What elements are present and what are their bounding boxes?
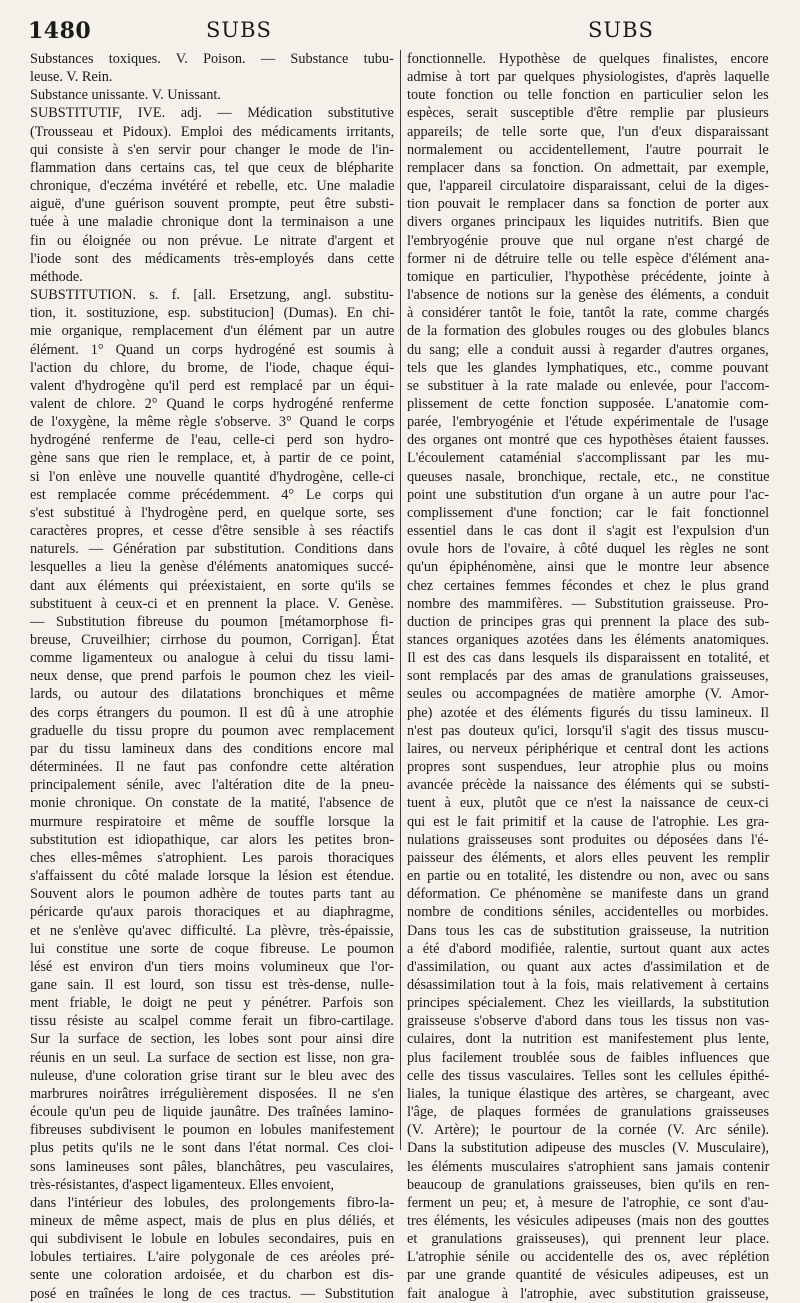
text-line: fonctionnelle. Hypothèse de quelques finalistes, encore: [407, 51, 769, 67]
text-line: Substances toxiques. V. Poison. — Substance tubu-: [30, 51, 394, 67]
text-line: duction de principes gras qui prennent la place des sub-: [407, 613, 770, 630]
text-line: posé en traînées le long de ces tractus. — Substitution: [30, 1285, 394, 1302]
text-line: par une grande quantité de vésicules adipeuses, est un: [407, 1267, 769, 1284]
text-line: complissement d'une fonction; car le fait fonctionnel: [407, 504, 770, 521]
text-line: mie organique, remplacement d'un élément par un autre: [30, 323, 395, 340]
text-line: tion pouvait le remplacer dans sa fonction de porter aux: [407, 196, 769, 213]
text-line: laires, ou nerveux périphérique et central dont les actions: [407, 740, 769, 757]
text-line: nombre de conditions séniles, accidentelles ou morbides.: [407, 904, 769, 921]
text-line: qui consiste à s'en servir pour changer le mode de l'in-: [30, 141, 395, 158]
text-line: tion, it. sostituzione, esp. substitucion] (Dumas). En chi-: [30, 305, 395, 322]
text-line: former ni de détruire telle ou telle espèce d'élément ana-: [407, 250, 770, 267]
text-line: nombre des mammifères. — Substitution graisseuse. Pro-: [407, 595, 769, 612]
text-line: tels que les glandes lymphatiques, etc., comme pouvant: [407, 359, 769, 376]
text-line: péricarde qu'aux parois thoraciques et au diaphragme,: [30, 904, 394, 921]
text-line: murmure respiratoire et même de souffle lorsque la: [30, 813, 395, 830]
text-line: admise à tort par quelques physiologistes, d'après laquelle: [407, 69, 770, 86]
text-line: si l'on enlève une nouvelle quantité d'hydrogène, celle-ci: [30, 468, 395, 485]
text-line: tres éléments, les vésicules adipeuses (mais non des gouttes: [407, 1213, 770, 1229]
column-divider: [400, 50, 401, 1150]
text-line: de l'oxygène, la même règle s'observe. 3° Quand le corps: [30, 414, 395, 431]
text-line: Substance unissante. V. Unissant.: [30, 87, 221, 104]
text-line: n'est pas douteux qu'ici, lorsqu'il s'agit des tissus muscu-: [407, 722, 769, 739]
text-line: plissement de cette fonction supposée. L'anatomie com-: [407, 395, 769, 412]
text-line: s'est substitué à l'hydrogène perd, en quelque sorte, ses: [30, 504, 395, 521]
text-line: ment friable, le doigt ne peut y pénétrer. Parfois son: [30, 995, 394, 1012]
text-line: chez certaines femmes fécondes et chez le plus grand: [407, 577, 769, 594]
text-line: aiguë, d'une guérison souvent prompte, peut être substi-: [30, 196, 395, 213]
text-line: lards, ou autour des dilatations bronchiques et même: [30, 686, 394, 703]
text-line: flammation dans certains cas, tel que ceux de blépharite: [30, 159, 394, 176]
text-line: naturels. — Génération par substitution. Conditions dans: [30, 541, 394, 558]
text-line: stances organiques azotées dans les éléments anatomiques.: [407, 632, 769, 648]
text-line: mineux de même aspect, mais de plus en plus déliés, et: [30, 1213, 395, 1229]
text-line: queuses nasale, bronchique, rectale, etc., ne constitue: [407, 468, 770, 485]
text-line: Dans la substitution adipeuse des muscles (V. Musculaire),: [407, 1140, 770, 1157]
text-line: comme ligamenteux ou analogue à celui du tissu lami-: [30, 650, 395, 667]
text-line: normalement ou accidentellement, l'autre pourrait le: [407, 141, 769, 158]
text-line: des organes ont montré que ces hypothèses étaient fausses.: [407, 432, 770, 449]
page-number: 1480: [28, 18, 92, 44]
page-header: [28, 18, 772, 48]
text-line: sont remplacés par des amas de granulations graisseuses,: [407, 668, 769, 685]
text-line: nuleuse, d'une coloration grise tirant sur le bleu avec des: [30, 1067, 395, 1084]
text-line: du sang; elle a conduit aussi à regarder d'autres organes,: [407, 341, 769, 358]
text-line: appareils; de telle sorte que, l'un d'eux disparaissant: [407, 123, 769, 140]
text-line: lui constitue une sorte de coque fibreuse. Le poumon: [30, 940, 394, 957]
text-line: caractères propres, et cesse d'être sensible à ses réactifs: [30, 523, 394, 540]
text-line: leuse. V. Rein.: [30, 69, 113, 86]
text-line: L'atrophie sénile ou accidentelle des os, avec réplétion: [407, 1249, 770, 1266]
text-line: l'action du chlore, du brome, de l'iode, chaque équi-: [30, 359, 395, 376]
text-line: culaires, dont la nutrition est manifestement plus lente,: [407, 1031, 770, 1048]
text-line: réunis en un seul. La surface de section est lisse, non gra-: [30, 1049, 395, 1066]
text-line: SUBSTITUTION. s. f. [all. Ersetzung, angl. substitu-: [30, 287, 394, 304]
text-line: lobules tertiaires. L'aire polygonale de ces aréoles pré-: [30, 1249, 395, 1266]
text-line: paisseur des éléments, et alors elles peuvent les remplir: [407, 849, 770, 866]
text-line: plus facilement troublée sous de faibles influences que: [407, 1049, 770, 1066]
text-line: substitution est idiopathique, car alors les petites bron-: [30, 831, 395, 848]
text-line: point une substitution d'un organe à un autre pour l'ac-: [407, 486, 770, 503]
text-line: hydrogéné renferme de l'eau, celle-ci perd son hydro-: [30, 432, 394, 449]
text-line: chronique, d'eczéma invétéré et rebelle, etc. Une maladie: [30, 178, 395, 195]
text-line: gane sain. Il est lourd, son tissu est très-dense, nulle-: [30, 976, 394, 993]
text-line: déformation. Ce phénomène se manifeste dans un grand: [407, 886, 769, 903]
text-line: ferment un peu; et, à mesure de l'atrophie, ce sont d'au-: [407, 1194, 769, 1211]
text-line: Il est des cas dans lesquels ils disparaissent en totalité, et: [407, 650, 770, 667]
text-line: phe) azotée et des éléments figurés du tissu lamineux. Il: [407, 704, 770, 721]
text-line: tomique en particulier, l'hypothèse précédente, jointe à: [407, 268, 770, 285]
text-line: et granulations graisseuses), qui prennent leur place.: [407, 1231, 770, 1248]
running-head-left: SUBS: [206, 18, 272, 42]
text-line: déterminées. Il ne faut pas confondre cette altération: [30, 759, 395, 776]
text-line: plus petits qu'ils ne le sont dans l'état normal. Ces cloi-: [30, 1140, 394, 1157]
text-line: a été d'abord modifiée, ralentie, surtout quant aux actes: [407, 940, 770, 957]
text-line: et ne s'enlève qu'avec difficulté. La plèvre, très-épaissie,: [30, 922, 394, 939]
text-line: Sur la surface de section, les lobes sont pour ainsi dire: [30, 1031, 395, 1048]
text-line: SUBSTITUTIF, IVE. adj. — Médication substitutive: [30, 105, 394, 122]
text-line: tissu résiste au scalpel comme ferait un fibro-cartilage.: [30, 1013, 394, 1030]
text-line: élément. 1° Quand un corps hydrogéné est soumis à: [30, 341, 394, 358]
text-line: valent de chlore. 2° Quand le corps hydrogéné renferme: [30, 395, 394, 412]
text-line: avancée précède la naissance des éléments qui se substi-: [407, 777, 770, 794]
text-line: méthode.: [30, 268, 83, 285]
text-line: valent d'hydrogène qu'il perd est remplacé par un équi-: [30, 377, 395, 394]
text-line: en partie ou en totalité, les distendre ou non, avec ou sans: [407, 868, 770, 885]
text-line: Dans tous les cas de substitution graisseuse, la nutrition: [407, 922, 770, 939]
text-line: les éléments musculaires s'atrophient sans jamais contenir: [407, 1158, 770, 1175]
text-line: — Substitution fibreuse du poumon [métamorphose fi-: [30, 613, 394, 630]
text-line: très-résistantes, d'aspect ligamenteux. Elles envoient,: [30, 1176, 334, 1193]
text-line: substituent à ceux-ci et en prennent la place. V. Genèse.: [30, 595, 394, 612]
left-text-column: [30, 50, 395, 1302]
text-line: (V. Artère); le pourtour de la cornée (V. Arc sénile).: [407, 1122, 770, 1139]
text-line: qu'un épiphénomène, ainsi que le montre leur absence: [407, 559, 770, 576]
text-line: graduelle du tissu propre du poumon avec remplacement: [30, 722, 395, 739]
text-line: seules ou accompagnées de matière amorphe (V. Amor-: [407, 686, 769, 703]
text-line: l'embryogénie prouve que nul organe n'est chargé de: [407, 232, 770, 249]
text-line: lésé est environ d'un tiers moins volumineux que l'or-: [30, 958, 394, 975]
text-line: L'écoulement cataménial s'accomplissant par les mu-: [407, 450, 770, 467]
text-line: l'iode sont des médicaments très-employés dans cette: [30, 250, 395, 267]
text-line: Souvent alors le poumon adhère de toutes parts tant au: [30, 886, 395, 903]
text-line: essentiel dans le cas dont il s'agit est l'expulsion d'un: [407, 523, 770, 540]
text-line: des corps étrangers du poumon. Il est dû à une atrophie: [30, 704, 394, 721]
text-line: s'affaissent du côté malade lorsque la lésion est étendue.: [30, 868, 395, 885]
text-line: fait analogue à l'atrophie, avec substitution graisseuse,: [407, 1285, 769, 1302]
text-line: lesquelles a lieu la genèse d'éléments anatomiques succé-: [30, 559, 394, 576]
text-line: dans l'intérieur des lobules, des prolongements fibro-la-: [30, 1194, 395, 1211]
text-line: monie chronique. On constate de la matité, l'absence de: [30, 795, 394, 812]
text-line: tuée à une maladie chronique dont la terminaison a une: [30, 214, 394, 231]
text-line: de la formation des globules rouges ou des globules blancs: [407, 323, 770, 340]
text-line: nulations graisseuses sont produites ou déposées dans l'é-: [407, 831, 769, 848]
text-line: graisseuse s'observe d'abord dans tous les tissus non vas-: [407, 1013, 770, 1030]
text-line: que, l'appareil circulatoire disparaissant, celui de la diges-: [407, 178, 769, 195]
text-line: sente une coloration ardoisée, et du charbon est dis-: [30, 1267, 394, 1284]
text-line: celle des tissus vasculaires. Telles sont les cellules épithé-: [407, 1067, 770, 1084]
text-line: principes spécialement. Chez les vieillards, la substitution: [407, 995, 770, 1012]
text-line: l'âge, de plaques formées de granulations graisseuses: [407, 1104, 770, 1121]
text-line: fibreuses subdivisent le poumon en lobules manifestement: [30, 1122, 395, 1139]
text-line: remplacer dans sa fonction. On admettait, par exemple,: [407, 159, 769, 176]
text-line: principalement sénile, avec l'altération dite de la pneu-: [30, 777, 395, 794]
text-line: ovule hors de l'ovaire, à côté duquel les règles ne sont: [407, 541, 769, 558]
text-line: propres sont suspendues, leur atrophie plus ou moins: [407, 759, 769, 776]
text-line: sons lamineuses sont pâles, blanchâtres, peu vasculaires,: [30, 1158, 394, 1175]
right-text-column: [407, 50, 770, 1302]
text-line: l'absence de notions sur la genèse des éléments, a conduit: [407, 287, 769, 304]
text-line: dant aux éléments qui préexistaient, en sorte qu'ils se: [30, 577, 395, 594]
text-line: divers organes principaux les liquides nutritifs. Bien que: [407, 214, 769, 231]
text-line: écoule qu'un peu de liquide jaunâtre. Des traînées lamino-: [30, 1104, 394, 1121]
text-line: fin ou éloignée ou non prévue. Le nitrate d'argent et: [30, 232, 395, 249]
text-line: liales, la tunique élastique des artères, se chargeant, avec: [407, 1085, 770, 1102]
text-line: espèces, serait susceptible d'être remplie par plusieurs: [407, 105, 769, 122]
text-line: se substituer à la rate malade ou enlevée, pour l'accom-: [407, 377, 770, 394]
text-line: désassimilation tout à la fois, mais relativement à certains: [407, 976, 769, 993]
text-line: d'assimilation, ou quant aux actes d'assimilation et de: [407, 958, 770, 975]
text-line: à considérer tantôt le foie, tantôt la rate, comme chargés: [407, 305, 770, 322]
text-line: toute fonction ou telle fonction en particulier selon les: [407, 87, 769, 104]
text-line: tuent à eux, plutôt que ce n'est la naissance de ceux-ci: [407, 795, 769, 812]
text-line: qui subdivisent le lobule en lobules secondaires, puis en: [30, 1231, 395, 1248]
text-line: ches elles-mêmes s'atrophient. Les parois thoraciques: [30, 849, 394, 866]
text-line: qui est le fait primitif et la cause de l'atrophie. Les gra-: [407, 813, 769, 830]
text-line: neux dense, que prend parfois le poumon chez les vieil-: [30, 668, 395, 685]
text-line: breuse, Cruveilhier; cirrhose du poumon, Corrigan]. État: [30, 632, 395, 648]
text-line: beaucoup de granulations graisseuses, bien qu'ils en ren-: [407, 1176, 770, 1193]
running-head-right: SUBS: [588, 18, 654, 42]
text-line: gène sans que rien le remplace, et, à partir de ce point,: [30, 450, 395, 467]
text-line: marbrures noirâtres irrégulièrement disposées. Il ne s'en: [30, 1085, 394, 1102]
text-line: (Trousseau et Pidoux). Emploi des médicaments irritants,: [30, 123, 395, 140]
text-line: par du tissu lamineux dans des conditions encore mal: [30, 740, 394, 757]
text-line: est remplacée comme précédemment. 4° Le corps qui: [30, 486, 394, 503]
text-line: parée, l'embryogénie et l'étude expérimentale de l'usage: [407, 414, 769, 431]
